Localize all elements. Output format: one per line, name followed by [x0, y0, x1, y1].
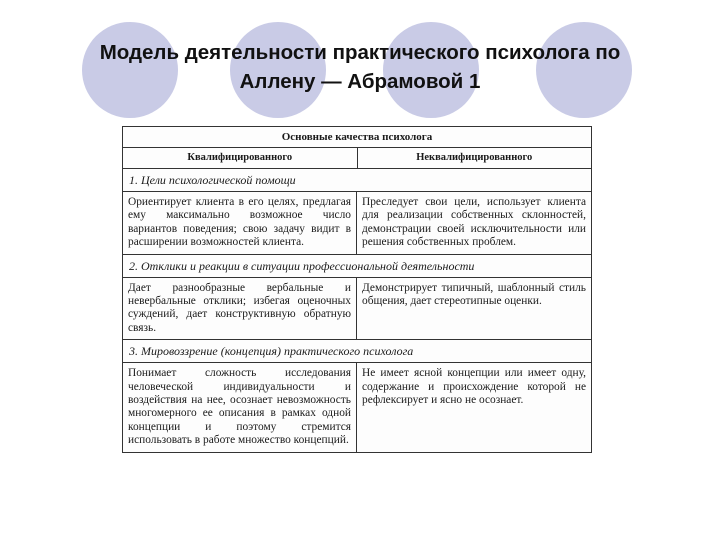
table-row-goals [123, 192, 591, 255]
table-row-responses [123, 278, 591, 341]
section-title-responses: 2. Отклики и реакции в ситуации профессиональной деятельности [123, 255, 591, 278]
slide-title-line-2: Аллену — Абрамовой 1 [239, 70, 481, 93]
table-header: Основные качества психолога [123, 127, 591, 148]
cell-unqualified-goals: Преследует свои цели, использует клиента для реализации собственных склонностей, демонстрации своей исключительности или решения собственных проблем. [362, 196, 586, 249]
qualities-table [122, 126, 592, 453]
table-row-worldview [123, 363, 591, 451]
column-header-unqualified: Неквалифицированного [416, 152, 533, 163]
slide-title-line-1: Модель деятельности практического психолога по [99, 41, 621, 64]
cell-unqualified-responses: Демонстрирует типичный, шаблонный стиль общения, дает стереотипные оценки. [362, 281, 586, 308]
cell-qualified-worldview: Понимает сложность исследования человеческой индивидуальности и воздействия на нее, осознает невозможность многомерного ее описания в рамках одной концепции и поэтому стремится использовать в работе множество концепций. [123, 363, 357, 451]
section-title-goals: 1. Цели психологической помощи [123, 169, 591, 192]
cell-unqualified-worldview: Не имеет ясной концепции или имеет одну, содержание и происхождение которой не рефлексирует и ясно не осознает. [362, 367, 586, 407]
table-column-headers [123, 148, 591, 169]
cell-qualified-goals: Ориентирует клиента в его целях, предлагая ему максимально возможное число вариантов поведения; свою задачу видит в расширении возможностей клиента. [123, 192, 357, 254]
column-header-qualified: Квалифицированного [123, 148, 358, 168]
cell-qualified-responses: Дает разнообразные вербальные и невербальные отклики; избегая оценочных суждений, дает конструктивную обратную связь. [123, 278, 357, 340]
slide-title [20, 38, 700, 96]
section-title-worldview: 3. Мировоззрение (концепция) практического психолога [123, 340, 591, 363]
